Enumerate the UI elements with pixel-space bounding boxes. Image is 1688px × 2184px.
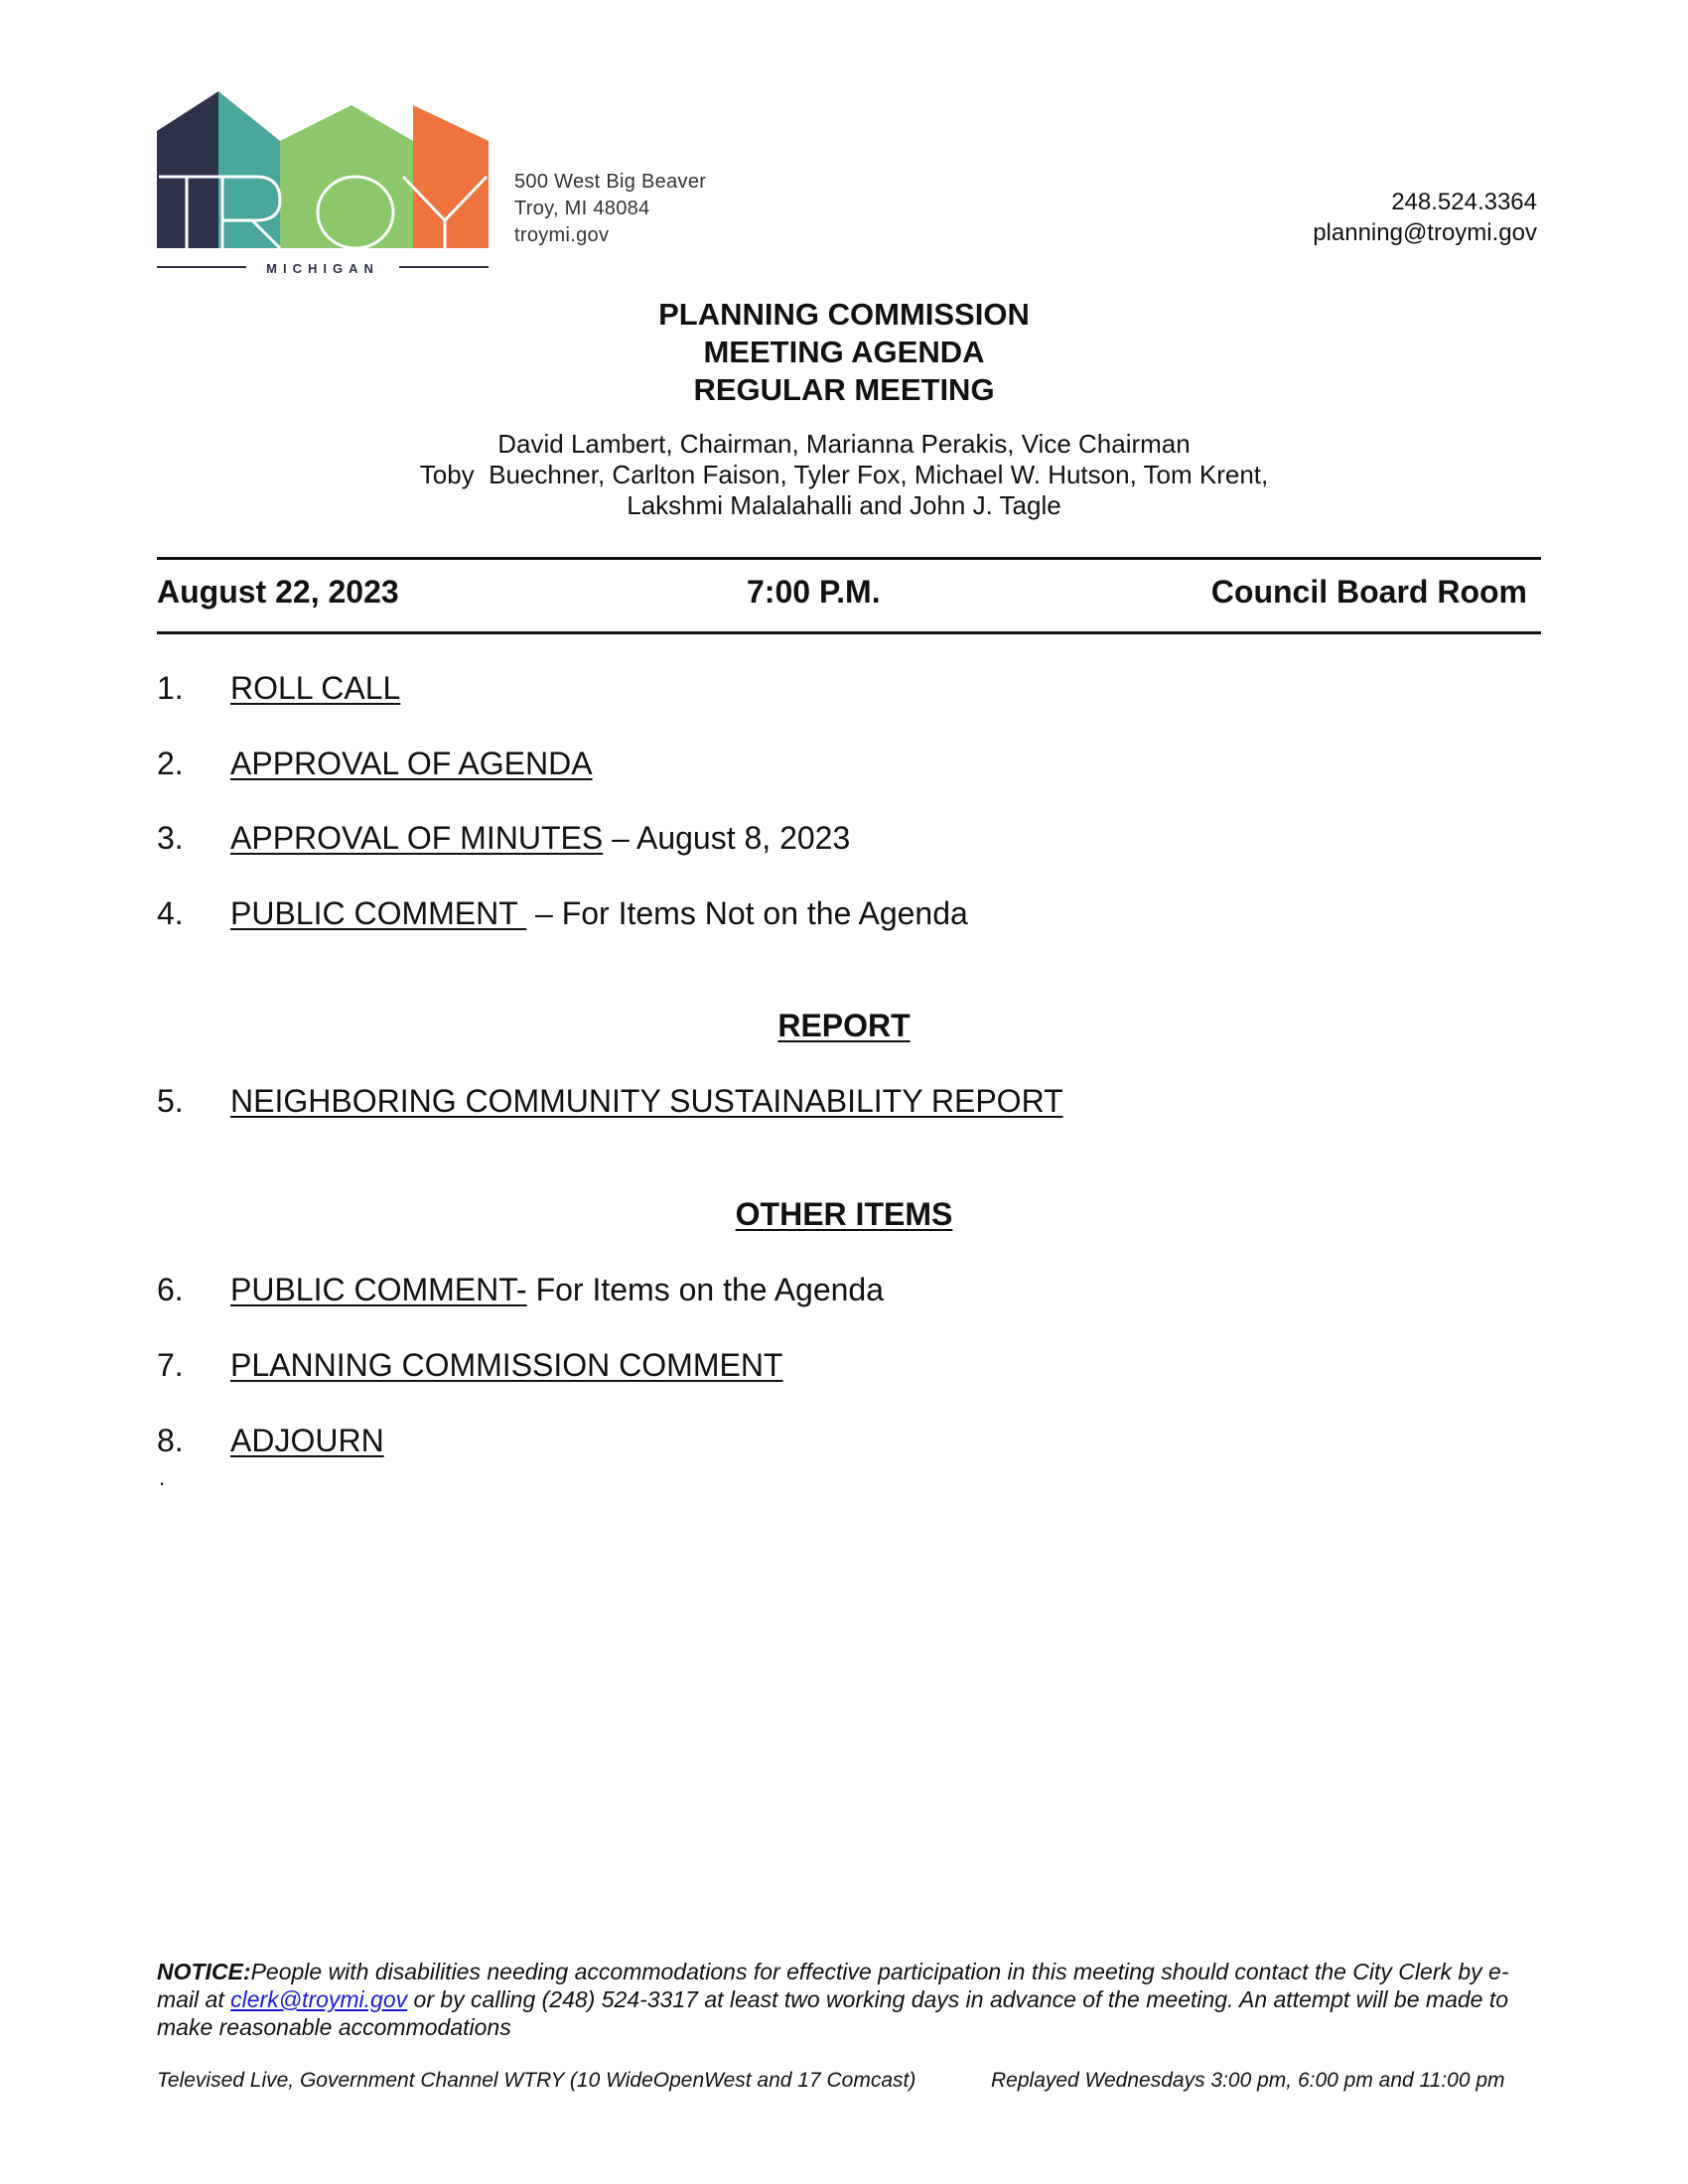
item-label: NEIGHBORING COMMUNITY SUSTAINABILITY REPORT: [230, 1083, 1063, 1119]
item-label: APPROVAL OF MINUTES: [230, 820, 604, 856]
item-label: ADJOURN: [230, 1423, 384, 1458]
members-line-2: Toby Buechner, Carlton Faison, Tyler Fox, Michael W. Hutson, Tom Krent,: [419, 460, 1269, 489]
members-line-3: Lakshmi Malalahalli and John J. Tagle: [627, 490, 1061, 520]
notice-text-before: People with disabilities needing accommodations for effective participation in this meeting should contact the City Clerk by e-mail at: [157, 1959, 1509, 2012]
item-number: 2.: [157, 746, 184, 781]
title-line-3: REGULAR MEETING: [693, 372, 995, 407]
address-website: troymi.gov: [514, 224, 610, 246]
section-other-label: OTHER ITEMS: [735, 1196, 953, 1232]
address-city: Troy, MI 48084: [514, 198, 650, 219]
clerk-email-link[interactable]: clerk@troymi.gov: [230, 1986, 408, 2012]
title-line-2: MEETING AGENDA: [703, 335, 985, 369]
item-label: APPROVAL OF AGENDA: [230, 746, 593, 781]
top-divider: [157, 557, 1541, 560]
contact-phone: 248.524.3364: [1391, 189, 1537, 215]
item-number: 1.: [157, 670, 184, 706]
notice-text-after: or by calling (248) 524-3317 at least two working days in advance of the meeting. An attempt will be made to make reasonable accommodations: [157, 1986, 1509, 2040]
title-line-1: PLANNING COMMISSION: [658, 297, 1030, 332]
item-number: 4.: [157, 895, 184, 931]
item-number: 6.: [157, 1272, 184, 1307]
section-report-label: REPORT: [777, 1008, 911, 1043]
section-heading-report: [0, 1008, 1688, 1044]
contact-info: [1313, 187, 1537, 248]
logo-subtitle: MICHIGAN: [266, 261, 379, 276]
members-line-1: David Lambert, Chairman, Marianna Perakis, Vice Chairman: [497, 429, 1191, 459]
contact-email: planning@troymi.gov: [1313, 219, 1537, 246]
item-number: 7.: [157, 1347, 184, 1383]
item-label: PUBLIC COMMENT: [230, 895, 527, 931]
bottom-divider: [157, 631, 1541, 634]
commission-members: [0, 429, 1688, 521]
item-label: PLANNING COMMISSION COMMENT: [230, 1347, 783, 1383]
troy-logo-graphic: [157, 91, 489, 276]
meeting-time: 7:00 P.M.: [747, 574, 881, 610]
city-address: [514, 169, 706, 249]
trailing-dot: .: [159, 1465, 166, 1490]
item-suffix: – For Items Not on the Agenda: [526, 895, 968, 931]
item-suffix: – August 8, 2023: [603, 820, 851, 856]
item-number: 5.: [157, 1083, 184, 1119]
agenda-title: [0, 296, 1688, 409]
accessibility-notice: [157, 1958, 1537, 2041]
broadcast-info: [157, 2069, 1537, 2093]
replay-schedule: Replayed Wednesdays 3:00 pm, 6:00 pm and 11:00 pm: [991, 2069, 1505, 2092]
notice-label: NOTICE:: [157, 1959, 251, 1984]
item-label: PUBLIC COMMENT-: [230, 1272, 527, 1307]
item-suffix: For Items on the Agenda: [526, 1272, 885, 1307]
item-number: 3.: [157, 820, 184, 856]
televised-live: Televised Live, Government Channel WTRY (10 WideOpenWest and 17 Comcast): [157, 2069, 916, 2092]
item-label: ROLL CALL: [230, 670, 401, 706]
meeting-location: Council Board Room: [1210, 574, 1527, 610]
troy-logo: [157, 91, 489, 276]
item-number: 8.: [157, 1423, 184, 1458]
meeting-date: August 22, 2023: [157, 574, 399, 610]
meeting-info: [157, 574, 1527, 614]
section-heading-other: [0, 1196, 1688, 1233]
address-street: 500 West Big Beaver: [514, 171, 707, 193]
